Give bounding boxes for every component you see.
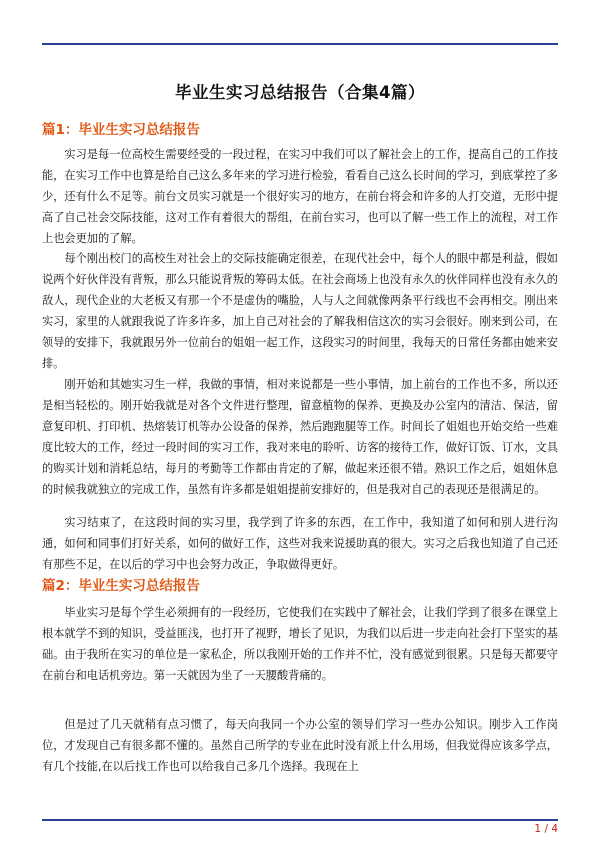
- section2-paragraph-2: 但是过了几天就稍有点习惯了，每天向我同一个办公室的领导们学习一些办公知识。刚步入工作岗位，才发现自己有很多都不懂的。虽然自己所学的专业在此时没有派上什么用场，但我觉得应该多学点，有几个技能,在以后找工作也可以给我自己多几个选择。我现在上: [42, 718, 558, 773]
- document-title: 毕业生实习总结报告（合集4篇）: [175, 83, 425, 102]
- footer-rule: [42, 819, 558, 821]
- section1-paragraph-1: 实习是每一位高校生需要经受的一段过程，在实习中我们可以了解社会上的工作，提高自己的工作技能，在实习工作中也算是给自己这么多年来的学习进行检验，看看自己这么长时间的学习，到底掌控了多少，还有什么不足等。前台文员实习就是一个很好实习的地方，在前台将会和许多的人打交道，无形中提高了自己社会交际技能，这对工作有着很大的帮组，在前台实习，也可以了解一些工作上的流程，对工作上也会更加的了解。: [42, 148, 558, 245]
- section1-paragraph-2: 每个刚出校门的高校生对社会上的交际技能确定很差，在现代社会中，每个人的眼中都是利益，假如说两个好伙伴没有背叛，那么只能说背叛的筹码太低。在社会商场上也没有永久的伙伴同样也没有永久的敌人，现代企业的大老板又有那一个不是虚伪的嘴脸，人与人之间就像两条平行线也不会再相交。刚出来实习，家里的人就跟我说了许多许多，加上自己对社会的了解我相信这次的实习会很好。刚来到公司，在领导的安排下，我就跟另外一位前台的姐姐一起工作，这段实习的时间里，我每天的日常任务都由她来安排。: [42, 252, 558, 370]
- header-rule: [42, 43, 558, 45]
- section-heading-1: 篇1：毕业生实习总结报告: [42, 122, 200, 138]
- section-heading-2: 篇2：毕业生实习总结报告: [42, 578, 200, 594]
- section2-paragraph-1: 毕业实习是每个学生必须拥有的一段经历，它使我们在实践中了解社会，让我们学到了很多在课堂上根本就学不到的知识，受益匪浅，也打开了视野，增长了见识，为我们以后进一步走向社会打下坚实的基础。由于我所在实习的单位是一家私企，所以我刚开始的工作并不忙，没有感觉到很累。只是每天都要守在前台和电话机旁边。第一天就因为坐了一天腰酸背痛的。: [42, 606, 558, 682]
- page-number: 1 / 4: [534, 823, 558, 835]
- section1-paragraph-3: 刚开始和其她实习生一样，我做的事情，相对来说都是一些小事情，加上前台的工作也不多，所以还是相当轻松的。刚开始我就是对各个文件进行整理，留意植物的保养、更换及办公室内的清洁、保洁，留意复印机、打印机、热熔装订机等办公设备的保养，然后跑跑腿等工作。时间长了姐姐也开始交给一些难度比较大的工作，经过一段时间的实习工作，我对来电的聆听、访客的接待工作，做好订饭、订水，文具的购买计划和消耗总结，每月的考勤等工作都由肯定的了解，做起来还很不错。熟识工作之后，姐姐休息的时候我就独立的完成工作，虽然有许多都是姐姐提前安排好的，但是我对自己的表现还是很满足的。: [42, 378, 558, 496]
- section1-paragraph-4: 实习结束了，在这段时间的实习里，我学到了许多的东西，在工作中，我知道了如何和别人进行沟通，如何和同事们打好关系，如何的做好工作，这些对我来说援助真的很大。实习之后我也知道了自己还有那些不足，在以后的学习中也会努力改正，争取做得更好。: [42, 516, 558, 571]
